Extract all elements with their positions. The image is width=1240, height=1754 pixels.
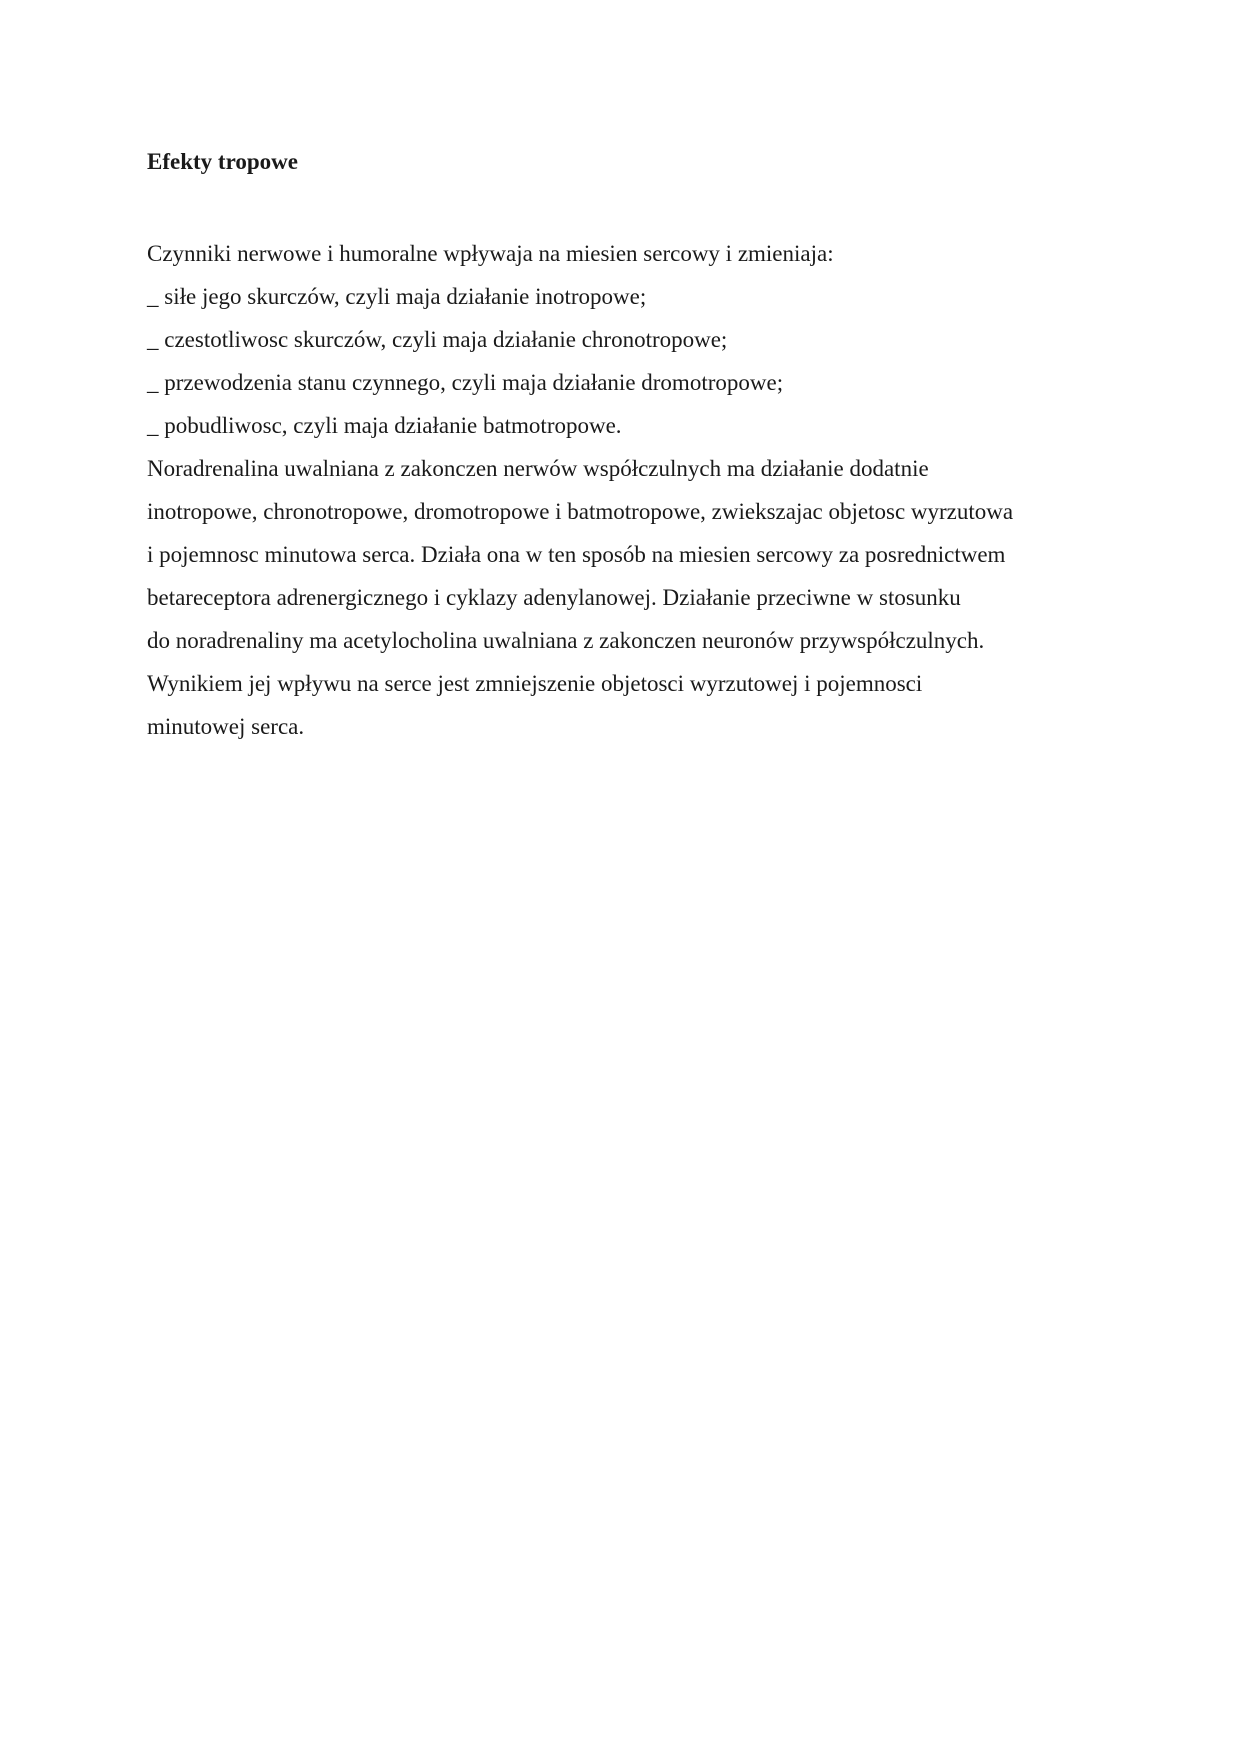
list-item-dromotropic: _ przewodzenia stanu czynnego, czyli maja działanie dromotropowe; <box>147 370 784 395</box>
paragraph-line: i pojemnosc minutowa serca. Działa ona w ten sposób na miesien sercowy za posrednictwem <box>147 542 1006 567</box>
document-title: Efekty tropowe <box>147 149 298 174</box>
list-item-bathmotropic: _ pobudliwosc, czyli maja działanie batmotropowe. <box>147 413 622 438</box>
text-line-intro: Czynniki nerwowe i humoralne wpływaja na miesien sercowy i zmieniaja: <box>147 241 834 266</box>
paragraph-line: Wynikiem jej wpływu na serce jest zmniejszenie objetosci wyrzutowej i pojemnosci <box>147 671 923 696</box>
list-item-inotropic: _ siłe jego skurczów, czyli maja działanie inotropowe; <box>147 284 647 309</box>
list-item-chronotropic: _ czestotliwosc skurczów, czyli maja działanie chronotropowe; <box>147 327 728 352</box>
paragraph-line: Noradrenalina uwalniana z zakonczen nerwów współczulnych ma działanie dodatnie <box>147 456 929 481</box>
document-body <box>147 146 1107 748</box>
paragraph-line: betareceptora adrenergicznego i cyklazy adenylanowej. Działanie przeciwne w stosunku <box>147 585 961 610</box>
title-spacer <box>147 178 1107 232</box>
paragraph-line: do noradrenaliny ma acetylocholina uwalniana z zakonczen neuronów przywspółczulnych. <box>147 628 985 653</box>
paragraph-line: minutowej serca. <box>147 714 305 739</box>
paragraph-line: inotropowe, chronotropowe, dromotropowe i batmotropowe, zwiekszajac objetosc wyrzutowa <box>147 499 1014 524</box>
